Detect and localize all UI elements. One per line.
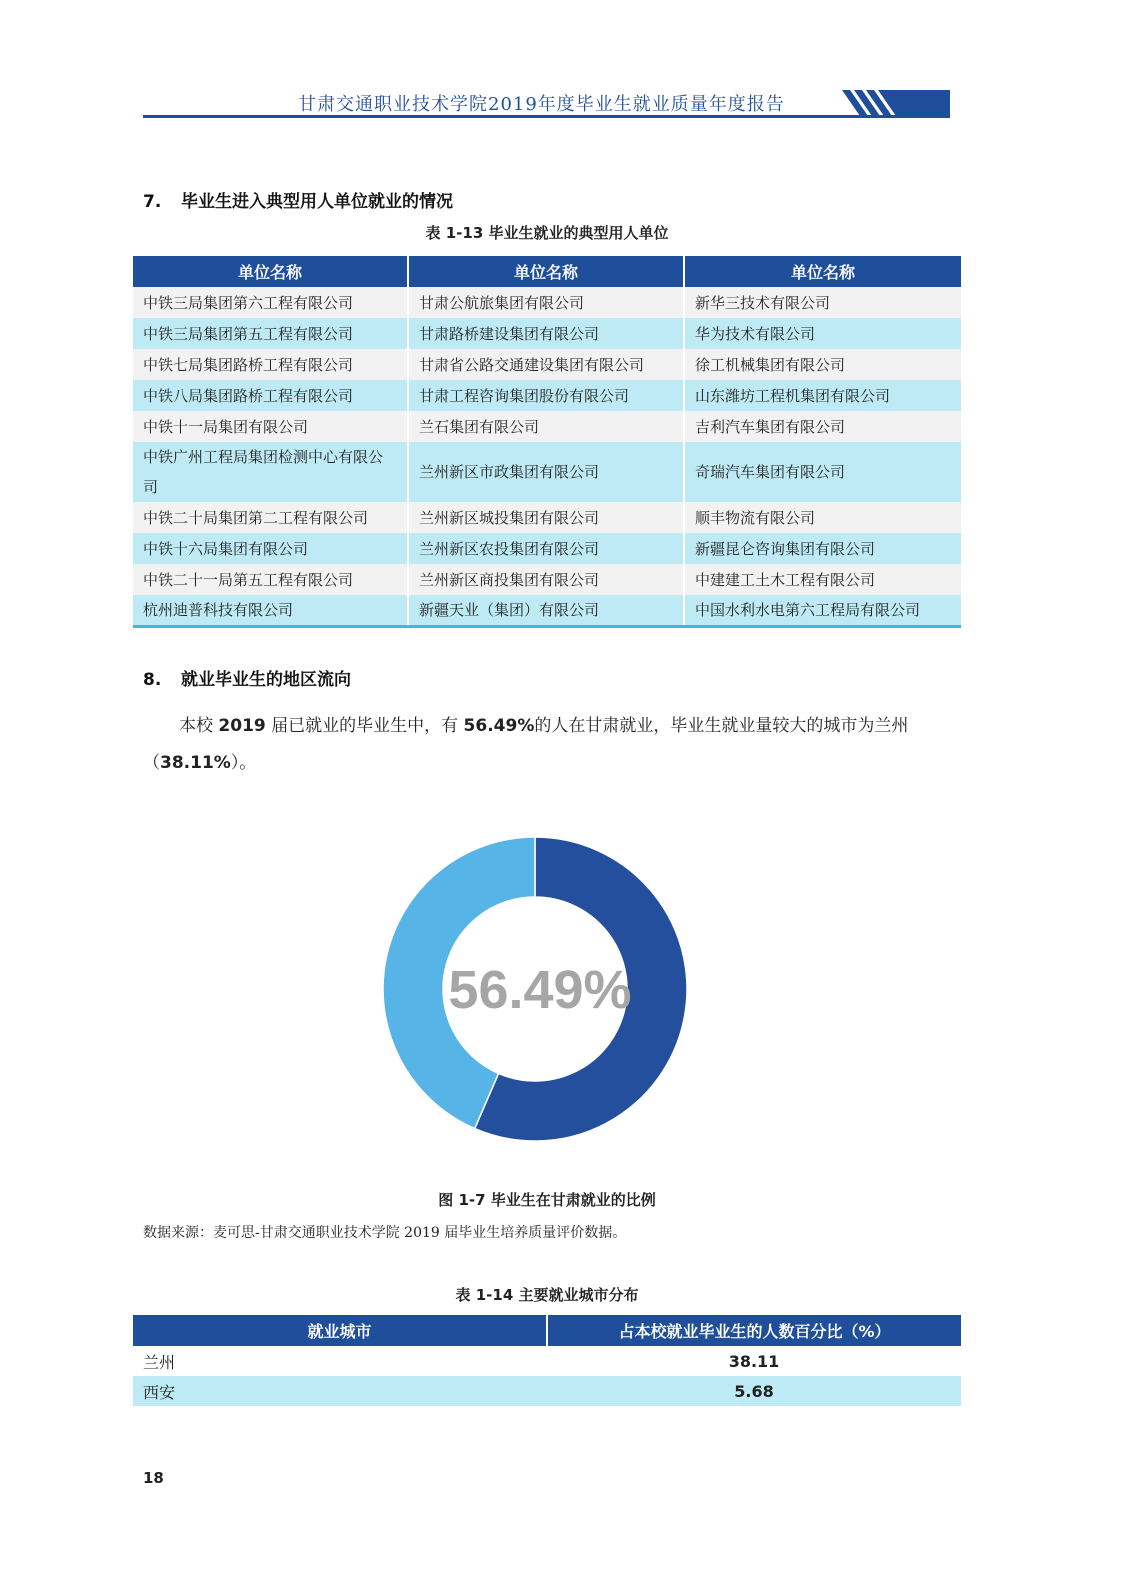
body-paragraph [143, 708, 953, 782]
table-row [133, 502, 961, 533]
table-cell: 杭州迪普科技有限公司 [133, 595, 408, 627]
table-cell: 中铁八局集团路桥工程有限公司 [133, 380, 408, 411]
table-cell: 兰州新区市政集团有限公司 [408, 442, 684, 502]
table-cell: 兰州新区商投集团有限公司 [408, 564, 684, 595]
table-cell: 顺丰物流有限公司 [684, 502, 961, 533]
table-row [133, 411, 961, 442]
table-cell: 徐工机械集团有限公司 [684, 349, 961, 380]
paragraph-text: 届已就业的毕业生中，有 [265, 716, 464, 736]
table-cell: 吉利汽车集团有限公司 [684, 411, 961, 442]
column-header: 单位名称 [684, 256, 961, 287]
column-header-city: 就业城市 [133, 1315, 547, 1346]
table-cell: 中铁十六局集团有限公司 [133, 533, 408, 564]
table-cell: 兰州新区农投集团有限公司 [408, 533, 684, 564]
table-cell: 中铁三局集团第五工程有限公司 [133, 318, 408, 349]
page-header [143, 84, 950, 120]
table-row [133, 533, 961, 564]
city-cell: 兰州 [133, 1346, 547, 1376]
table-cell: 山东潍坊工程机集团有限公司 [684, 380, 961, 411]
table-cell: 甘肃路桥建设集团有限公司 [408, 318, 684, 349]
city-cell: 西安 [133, 1376, 547, 1406]
percent-cell: 38.11 [547, 1346, 961, 1376]
paragraph-text: 本校 [179, 716, 219, 736]
table-cell: 中铁三局集团第六工程有限公司 [133, 287, 408, 318]
column-header-percent: 占本校就业毕业生的人数百分比（%） [547, 1315, 961, 1346]
table-cell: 中建建工土木工程有限公司 [684, 564, 961, 595]
table-cell: 新华三技术有限公司 [684, 287, 961, 318]
table-cell: 中国水利水电第六工程局有限公司 [684, 595, 961, 627]
paragraph-gansu-percent: 56.49% [463, 716, 535, 736]
percent-cell: 5.68 [547, 1376, 961, 1406]
table-cell: 甘肃省公路交通建设集团有限公司 [408, 349, 684, 380]
table-cell: 奇瑞汽车集团有限公司 [684, 442, 961, 502]
section-8-heading [143, 665, 351, 690]
table-cell: 兰州新区城投集团有限公司 [408, 502, 684, 533]
section-8-number: 8. [143, 670, 162, 690]
table-header-row [133, 1315, 961, 1346]
table-row [133, 380, 961, 411]
section-7-heading [143, 187, 453, 212]
header-stripes-decoration [842, 90, 950, 116]
paragraph-lanzhou-percent: 38.11% [160, 753, 231, 773]
table-row [133, 287, 961, 318]
table-cell: 甘肃公航旅集团有限公司 [408, 287, 684, 318]
data-source-note: 数据来源：麦可思-甘肃交通职业技术学院 2019 届毕业生培养质量评价数据。 [143, 1225, 627, 1241]
table-row [133, 318, 961, 349]
table-cell: 中铁广州工程局集团检测中心有限公司 [133, 442, 408, 502]
city-distribution-table [133, 1315, 961, 1406]
table-1-13-caption: 表 1-13 毕业生就业的典型用人单位 [425, 224, 669, 242]
table-cell: 华为技术有限公司 [684, 318, 961, 349]
table-row [133, 1346, 961, 1376]
table-cell: 中铁二十局集团第二工程有限公司 [133, 502, 408, 533]
figure-1-7-caption: 图 1-7 毕业生在甘肃就业的比例 [438, 1191, 656, 1209]
table-cell: 中铁十一局集团有限公司 [133, 411, 408, 442]
table-header-row [133, 256, 961, 287]
table-cell: 新疆昆仑咨询集团有限公司 [684, 533, 961, 564]
table-cell: 中铁二十一局第五工程有限公司 [133, 564, 408, 595]
paragraph-text: ）。 [230, 753, 257, 773]
table-row [133, 442, 961, 502]
paragraph-year: 2019 [218, 716, 266, 736]
section-7-title: 毕业生进入典型用人单位就业的情况 [181, 192, 453, 212]
section-8-title: 就业毕业生的地区流向 [181, 670, 351, 690]
section-7-number: 7. [143, 192, 162, 212]
header-rule [143, 115, 950, 118]
table-row [133, 564, 961, 595]
page-number: 18 [143, 1469, 164, 1487]
header-title: 甘肃交通职业技术学院2019年度毕业生就业质量年度报告 [298, 94, 785, 115]
donut-center-label: 56.49% [448, 960, 632, 1020]
paragraph-text: 的人在甘肃就业，毕业生就业量较大的城市为兰州（ [143, 716, 909, 773]
employer-table [133, 256, 961, 628]
table-row [133, 1376, 961, 1406]
column-header: 单位名称 [408, 256, 684, 287]
table-cell: 中铁七局集团路桥工程有限公司 [133, 349, 408, 380]
gansu-employment-donut-chart [380, 836, 690, 1146]
table-row [133, 349, 961, 380]
table-1-14-caption: 表 1-14 主要就业城市分布 [455, 1286, 639, 1304]
table-cell: 兰石集团有限公司 [408, 411, 684, 442]
column-header: 单位名称 [133, 256, 408, 287]
table-cell: 新疆天业（集团）有限公司 [408, 595, 684, 627]
table-row [133, 595, 961, 627]
table-cell: 甘肃工程咨询集团股份有限公司 [408, 380, 684, 411]
